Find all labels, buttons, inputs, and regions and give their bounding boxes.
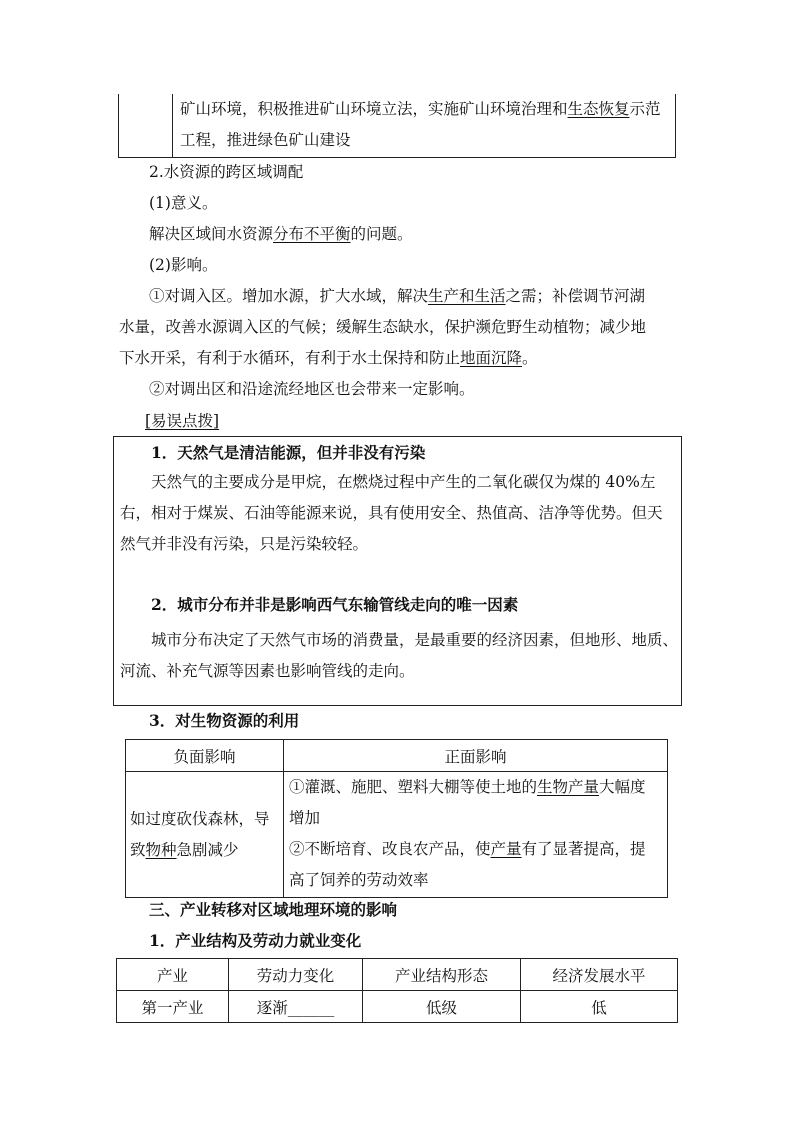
bio-positive-line3: ②不断培育、改良农产品，使产量有了显著提高，提 bbox=[289, 840, 646, 858]
top-table-line1: 矿山环境，积极推进矿山环境立法，实施矿山环境治理和生态恢复示范 bbox=[180, 100, 661, 118]
industry-header-labor: 劳动力变化 bbox=[229, 959, 363, 991]
tip2-body-line1: 城市分布决定了天然气市场的消费量，是最重要的经济因素，但地形、地质、 bbox=[151, 631, 679, 649]
impact1-line1: ①对调入区。增加水源，扩大水域，解决生产和生活之需；补偿调节河湖 bbox=[149, 287, 646, 305]
industry-header-structure: 产业结构形态 bbox=[363, 959, 521, 991]
industry-cell-sector: 第一产业 bbox=[117, 991, 229, 1023]
industry-cell-labor: 逐渐______ bbox=[229, 991, 363, 1023]
industry-cell-level: 低 bbox=[521, 991, 678, 1023]
bio-negative-cell bbox=[126, 772, 284, 898]
industry-table bbox=[116, 958, 678, 1023]
impact-label: (2)影响。 bbox=[149, 256, 218, 274]
industry-header-level: 经济发展水平 bbox=[521, 959, 678, 991]
top-table-line2: 工程，推进绿色矿山建设 bbox=[180, 131, 351, 149]
bio-table bbox=[125, 739, 668, 898]
tip1-body-line3: 然气并非没有污染，只是污染较轻。 bbox=[120, 535, 369, 553]
impact2: ②对调出区和沿途流经地区也会带来一定影响。 bbox=[149, 380, 475, 398]
industry-cell-structure: 低级 bbox=[363, 991, 521, 1023]
top-table bbox=[118, 94, 676, 158]
bio-negative-line1: 如过度砍伐森林，导 bbox=[130, 809, 270, 828]
bio-header-negative: 负面影响 bbox=[126, 740, 284, 772]
bio-positive-line2: 增加 bbox=[289, 809, 321, 827]
bio-table-header bbox=[126, 740, 668, 772]
bio-positive-line1: ①灌溉、施肥、塑料大棚等使土地的生物产量大幅度 bbox=[289, 778, 646, 796]
impact1-line2: 水量，改善水源调入区的气候；缓解生态缺水，保护濒危野生动植物；减少地 bbox=[119, 318, 647, 336]
meaning-text: 解决区域间水资源分布不平衡的问题。 bbox=[149, 225, 413, 243]
tip2-title: 2．城市分布并非是影响西气东输管线走向的唯一因素 bbox=[151, 595, 519, 614]
tip2-body bbox=[120, 625, 680, 687]
tip1-body bbox=[120, 467, 680, 560]
industry-header-sector: 产业 bbox=[117, 959, 229, 991]
section3-title: 3．对生物资源的利用 bbox=[149, 711, 300, 730]
bio-table-row bbox=[126, 772, 668, 898]
impact1-line3: 下水开采，有利于水循环，有利于水土保持和防止地面沉降。 bbox=[119, 349, 538, 367]
part3-subtitle: 1．产业结构及劳动力就业变化 bbox=[149, 931, 362, 950]
top-table-divider bbox=[172, 94, 173, 157]
bio-negative-line2: 致物种急剧减少 bbox=[130, 840, 239, 859]
meaning-label: (1)意义。 bbox=[149, 194, 218, 212]
bio-positive-cell bbox=[284, 772, 668, 898]
industry-table-header bbox=[117, 959, 678, 991]
tip1-title: 1．天然气是清洁能源，但并非没有污染 bbox=[151, 443, 426, 462]
tip2-body-line2: 河流、补充气源等因素也影响管线的走向。 bbox=[120, 662, 415, 680]
tip1-body-line2: 右，相对于煤炭、石油等能源来说，具有使用安全、热值高、洁净等优势。但天 bbox=[120, 504, 663, 522]
bio-positive-line4: 高了饲养的劳动效率 bbox=[289, 871, 429, 889]
tip1-body-line1: 天然气的主要成分是甲烷，在燃烧过程中产生的二氧化碳仅为煤的 40%左 bbox=[151, 473, 656, 491]
section2-title: 2.水资源的跨区域调配 bbox=[149, 163, 304, 181]
tips-label: [易误点拨] bbox=[145, 412, 220, 430]
industry-table-row bbox=[117, 991, 678, 1023]
tips-box bbox=[113, 436, 682, 706]
bio-header-positive: 正面影响 bbox=[284, 740, 668, 772]
part3-title: 三、产业转移对区域地理环境的影响 bbox=[149, 900, 398, 919]
